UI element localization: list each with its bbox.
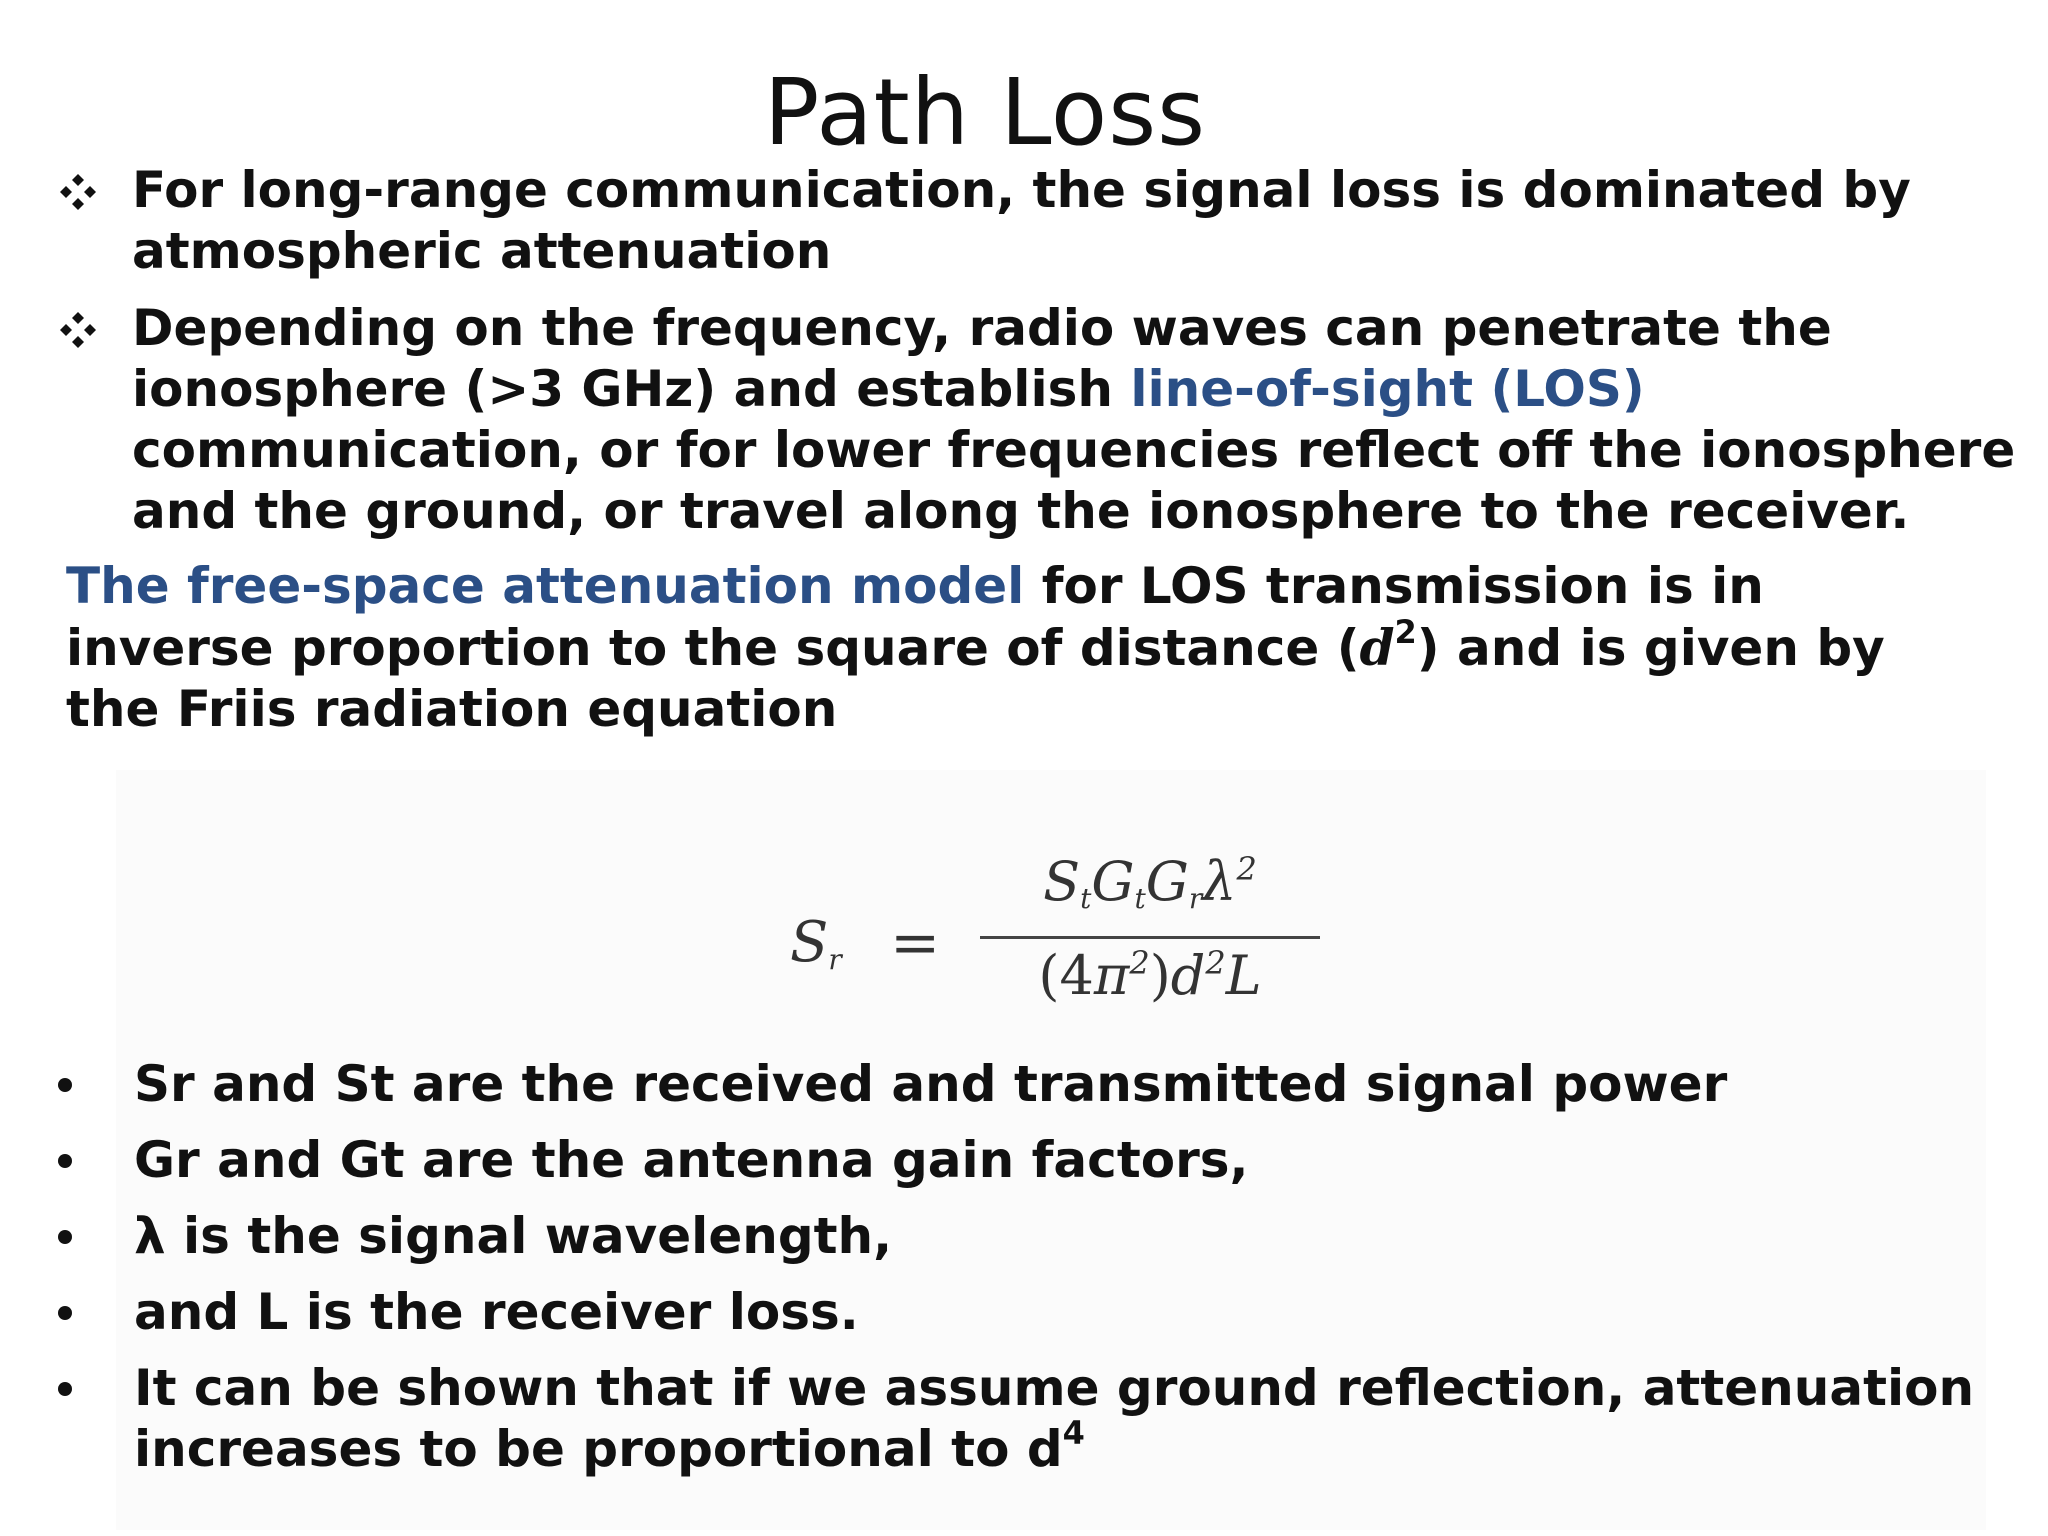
formula-denominator: $(4\pi^2)d^2L$: [1038, 944, 1262, 1007]
distance-exponent: 2: [1394, 613, 1417, 651]
bullet-dot-icon: [58, 1306, 72, 1320]
bullet-dot-icon: [58, 1382, 72, 1396]
diamond-bullet-icon: [58, 310, 98, 350]
paragraph-part1: for LOS transmission is in inverse proportion to the square of distance (: [66, 557, 1764, 677]
definitions-list: [52, 1054, 2002, 1495]
bullet-text-1: For long-range communication, the signal loss is dominated by atmospheric attenuation: [132, 161, 1911, 280]
distance-variable: d: [1359, 618, 1395, 677]
formula-lhs: $S_r$: [790, 910, 842, 976]
diamond-bullet-icon: [58, 172, 98, 212]
formula-equals: =: [890, 908, 941, 978]
list-item: Gr and Gt are the antenna gain factors,: [52, 1130, 2002, 1191]
bullet-text-2-part1: Depending on the frequency, radio waves can penetrate the ionosphere (>3 GHz) and establish: [132, 299, 1832, 418]
paragraph-part2: ) and is given by the Friis radiation equation: [66, 619, 1885, 738]
fraction-bar: [980, 936, 1320, 939]
formula-numerator: $S_tG_tG_r\lambda^2$: [1043, 850, 1257, 915]
friis-formula: [790, 850, 1350, 1010]
bullet-dot-icon: [58, 1230, 72, 1244]
model-highlight: The free-space attenuation model: [66, 557, 1025, 615]
free-space-paragraph: [66, 556, 1986, 740]
list-item: and L is the receiver loss.: [52, 1282, 2002, 1343]
slide-title: Path Loss: [763, 59, 1207, 166]
bullet-text-2: [132, 298, 2032, 542]
list-item: Sr and St are the received and transmitted signal power: [52, 1054, 2002, 1115]
list-item: It can be shown that if we assume ground reflection, attenuation increases to be proportional to $d^4$: [52, 1358, 2002, 1480]
list-item: λ is the signal wavelength,: [52, 1206, 2002, 1267]
los-highlight: line-of-sight (LOS): [1130, 360, 1645, 418]
bullet-text-2-part2: communication, or for lower frequencies reflect off the ionosphere and the ground, or travel along the ionosphere to the receiver.: [132, 421, 2016, 540]
bullet-dot-icon: [58, 1154, 72, 1168]
bullet-dot-icon: [58, 1078, 72, 1092]
